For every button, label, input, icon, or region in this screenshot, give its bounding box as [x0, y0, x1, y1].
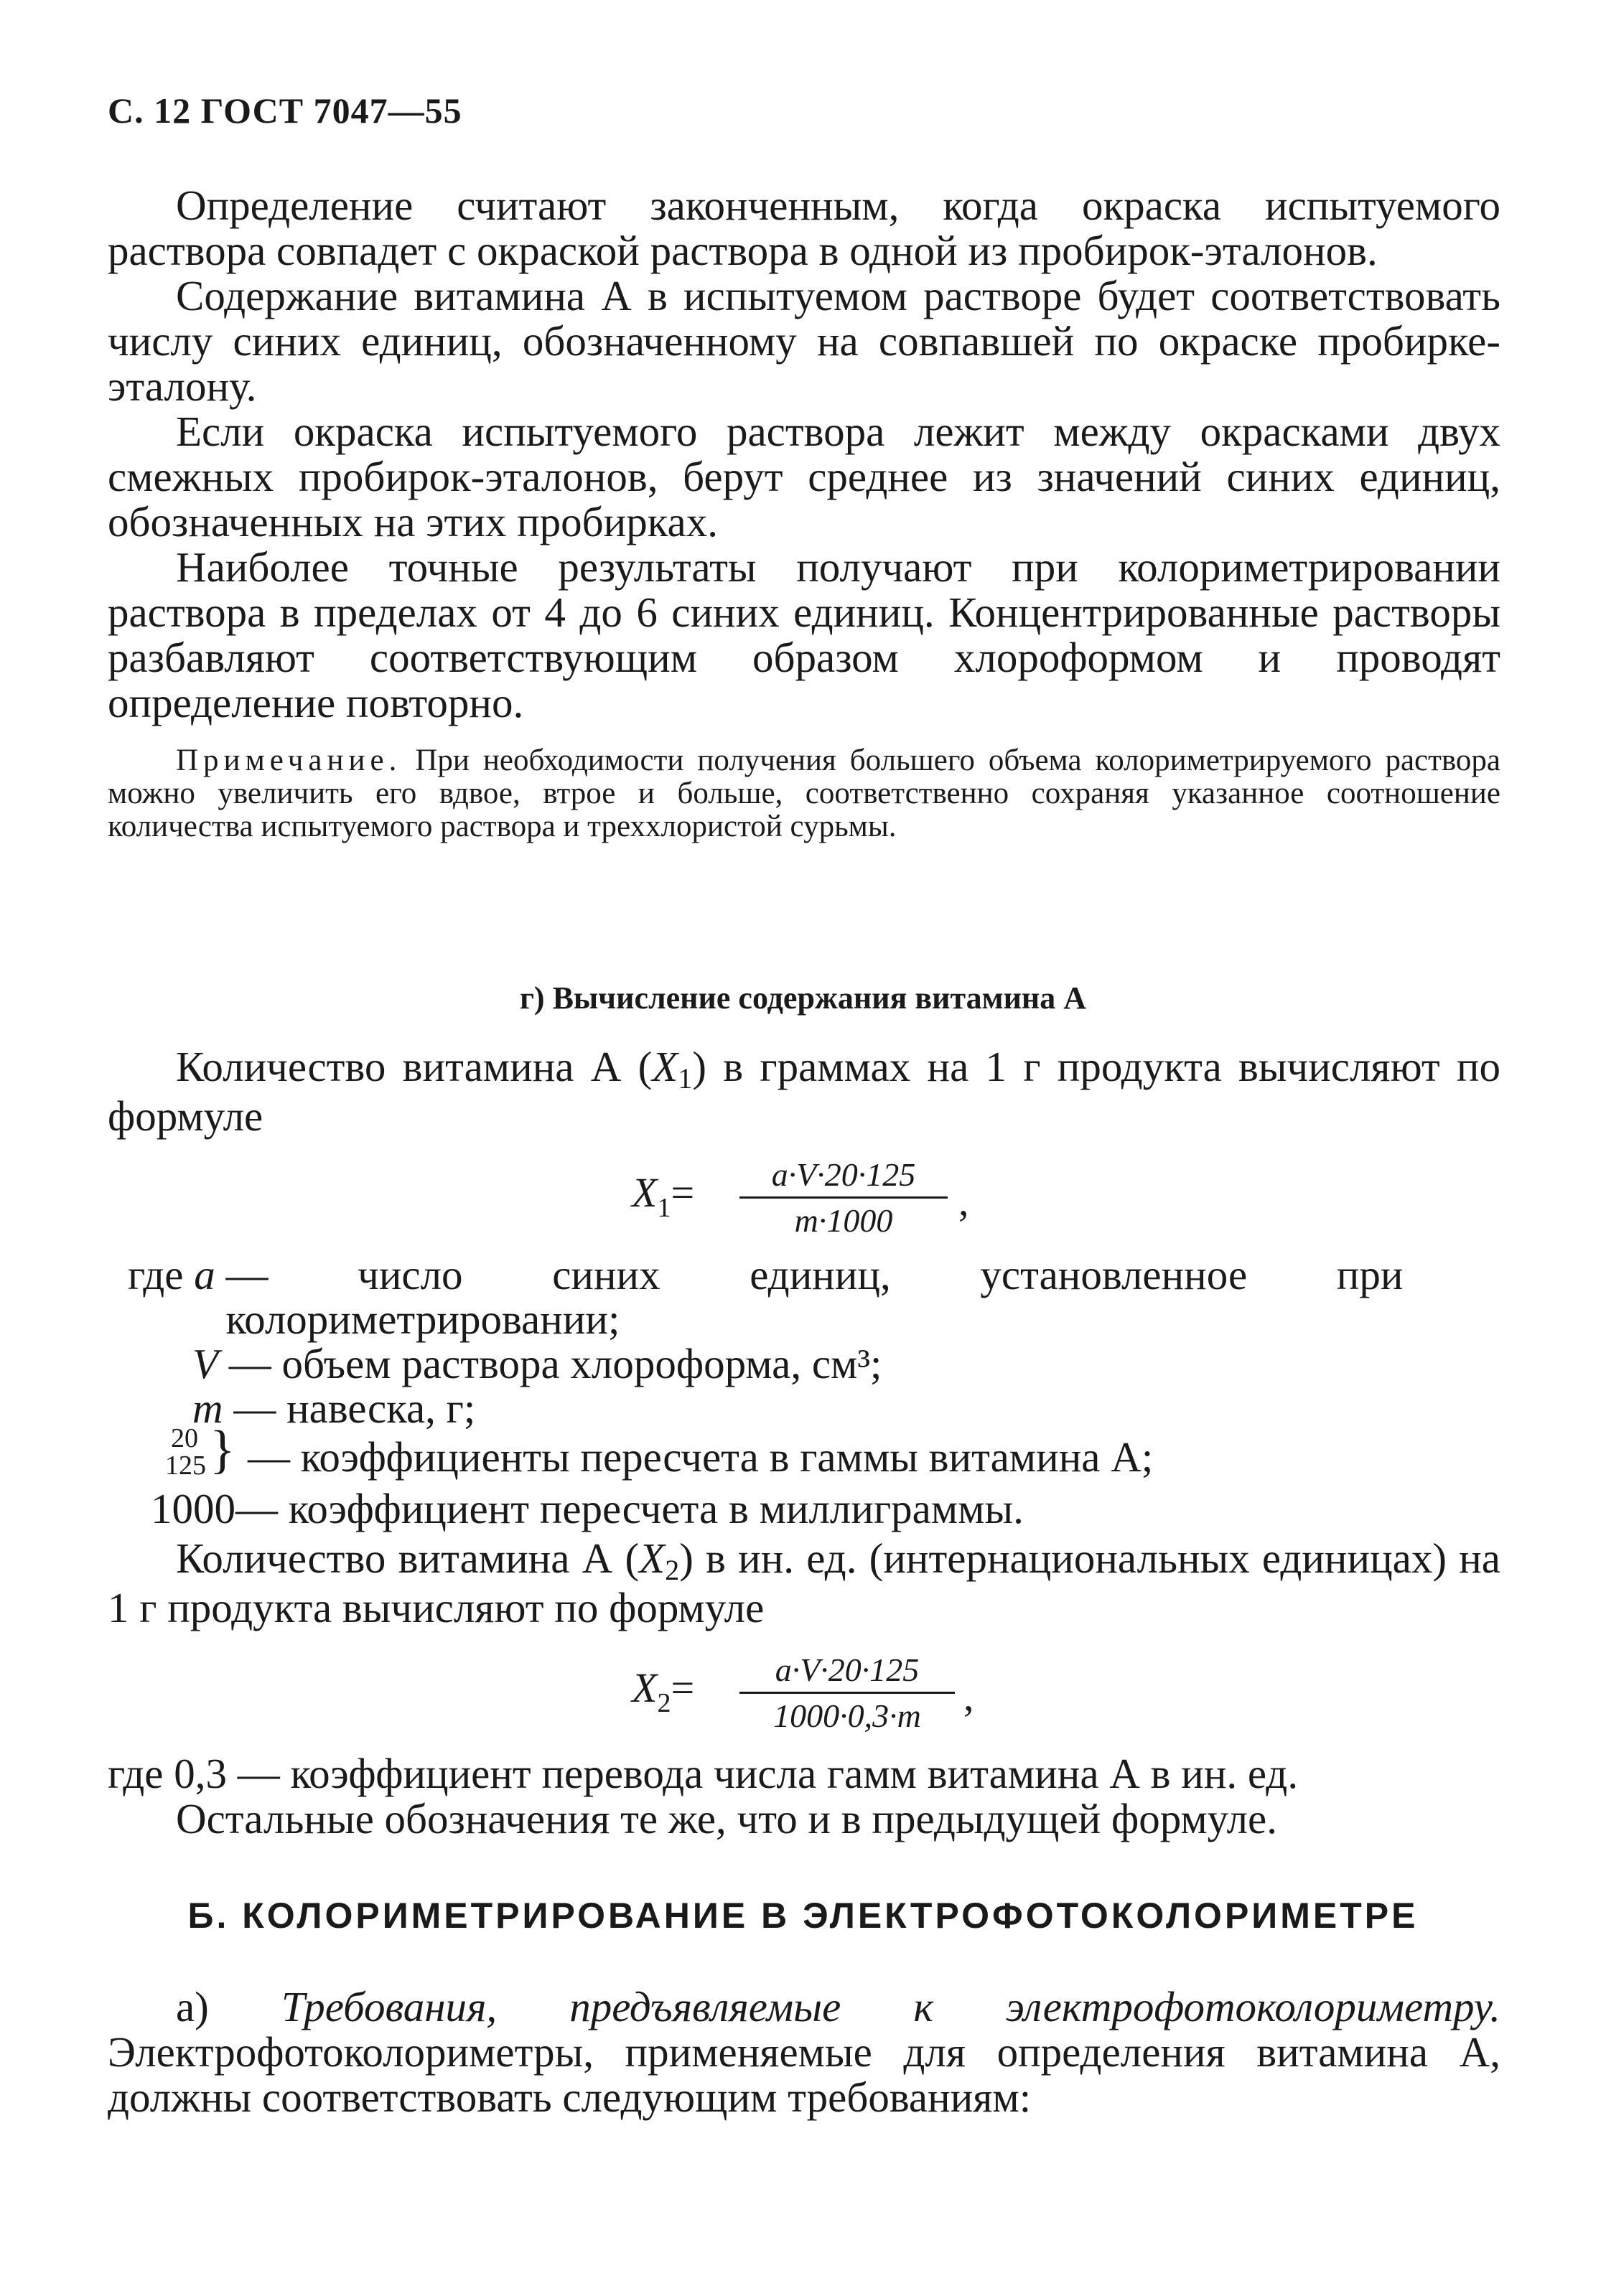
intro2-sub: 2 [665, 1554, 680, 1586]
definitions [0, 1252, 1606, 1568]
def-1000 [151, 1486, 1024, 1531]
formula-1-bar [739, 1196, 948, 1199]
intro2-b: ) в ин. ед. (интернациональных единицах) на 1 г продукта вычисляют по формуле [108, 1534, 1500, 1631]
formula-2-fraction [739, 1651, 955, 1735]
req-label: а) [176, 1983, 281, 2030]
calc-intro-1-text [108, 1044, 1500, 1139]
def-m-text: — навеска, г; [233, 1384, 476, 1432]
note-label: Примечание. [176, 744, 402, 777]
def-a [128, 1252, 1403, 1341]
formula-2-numerator: a·V·20·125 [775, 1651, 920, 1688]
formula-1-numerator: a·V·20·125 [771, 1156, 916, 1193]
paragraph-4: Наиболее точные результаты получают при колориметрировании раствора в пределах от 4 до 6 синих единиц. Концентрированные растворы разбавляют соответствующим образом хлороформом и проводят определение повторно. [108, 543, 1500, 726]
brace-icon: } [210, 1420, 235, 1479]
def-coef-bottom: 125 [165, 1451, 206, 1481]
formula-1 [632, 1156, 1005, 1239]
where-2: где 0,3 — коэффициент перевода числа гамм витамина А в ин. ед. [108, 1750, 1299, 1797]
def-1000-symbol: 1000 [151, 1485, 235, 1532]
formula-2-denominator: 1000·0,3·m [773, 1697, 921, 1734]
intro1-sub: 1 [678, 1062, 693, 1095]
def-coef-top: 20 [171, 1423, 198, 1453]
paragraph-3: Если окраска испытуемого раствора лежит между окрасками двух смежных пробирок-эталонов, берут среднее из значений синих единиц, обозначенных на этих пробирках. [108, 408, 1500, 545]
section-b-heading: Б. КОЛОРИМЕТРИРОВАНИЕ В ЭЛЕКТРОФОТОКОЛОРИМЕТРЕ [187, 1896, 1419, 1936]
formula-2-lhs: $X_2=$ [632, 1664, 695, 1718]
paragraph-2: Содержание витамина А в испытуемом растворе будет соответствовать числу синих единиц, обозначенному на совпавшей по окраске пробирке-эталону. [108, 272, 1500, 410]
def-coef-symbols [165, 1425, 206, 1479]
calc-intro-1 [108, 1044, 1500, 1139]
def-coef-text: — коэффициенты пересчета в гаммы витамина А; [248, 1433, 1154, 1481]
def-a-text: — число синих единиц, установленное при колориметрировании; [225, 1251, 1404, 1343]
intro2-var: X [639, 1534, 666, 1582]
def-m-symbol: m [192, 1384, 223, 1432]
formula-1-lhs: $X_1=$ [632, 1169, 695, 1223]
body-text [108, 183, 1500, 843]
formula-2-comma: , [963, 1673, 974, 1720]
intro1-a: Количество витамина А ( [176, 1043, 653, 1090]
subheading-calc: г) Вычисление содержания витамина А [519, 980, 1087, 1016]
intro1-var: X [652, 1043, 678, 1090]
where-word: где [128, 1251, 184, 1298]
requirements-text [108, 1985, 1500, 2120]
def-a-symbol: a [194, 1251, 215, 1298]
intro2-a: Количество витамина А ( [176, 1534, 640, 1582]
note [108, 744, 1500, 843]
page-header: С. 12 ГОСТ 7047—55 [108, 90, 462, 131]
rest-note: Остальные обозначения те же, что и в предыдущей формуле. [176, 1795, 1277, 1842]
paragraph-1: Определение считают законченным, когда окраска испытуемого раствора совпадет с окраской раствора в одной из пробирок-эталонов. [108, 182, 1500, 274]
requirements [108, 1985, 1500, 2120]
formula-2-bar [739, 1692, 955, 1694]
def-coef [248, 1435, 1153, 1479]
where-2-block [108, 1751, 1500, 1842]
def-v-symbol: V [192, 1340, 219, 1387]
def-v [192, 1341, 882, 1386]
formula-1-fraction [739, 1156, 948, 1240]
note-text: При необходимости получения большего объема колориметрируемого раствора можно увеличить его вдвое, втрое и больше, соответственно сохраняя указанное соотношение количества испытуемого раствора и треххлористой сурьмы. [108, 744, 1501, 843]
formula-1-comma: , [958, 1178, 969, 1224]
calc-intro-2-text [108, 1536, 1500, 1631]
calc-intro-2 [108, 1536, 1500, 1631]
formula-2 [632, 1651, 1005, 1734]
req-body: Электрофотоколориметры, применяемые для определения витамина А, должны соответствовать следующим требованиям: [108, 2028, 1500, 2121]
formula-1-denominator: m·1000 [794, 1202, 893, 1239]
def-v-text: — объем раствора хлороформа, см³; [228, 1340, 882, 1387]
intro1-b: ) в граммах на 1 г продукта вычисляют по формуле [108, 1043, 1500, 1140]
def-1000-text: — коэффициент пересчета в миллиграммы. [235, 1485, 1024, 1532]
req-italic: Требования, предъявляемые к электрофотоколориметру. [281, 1983, 1500, 2030]
